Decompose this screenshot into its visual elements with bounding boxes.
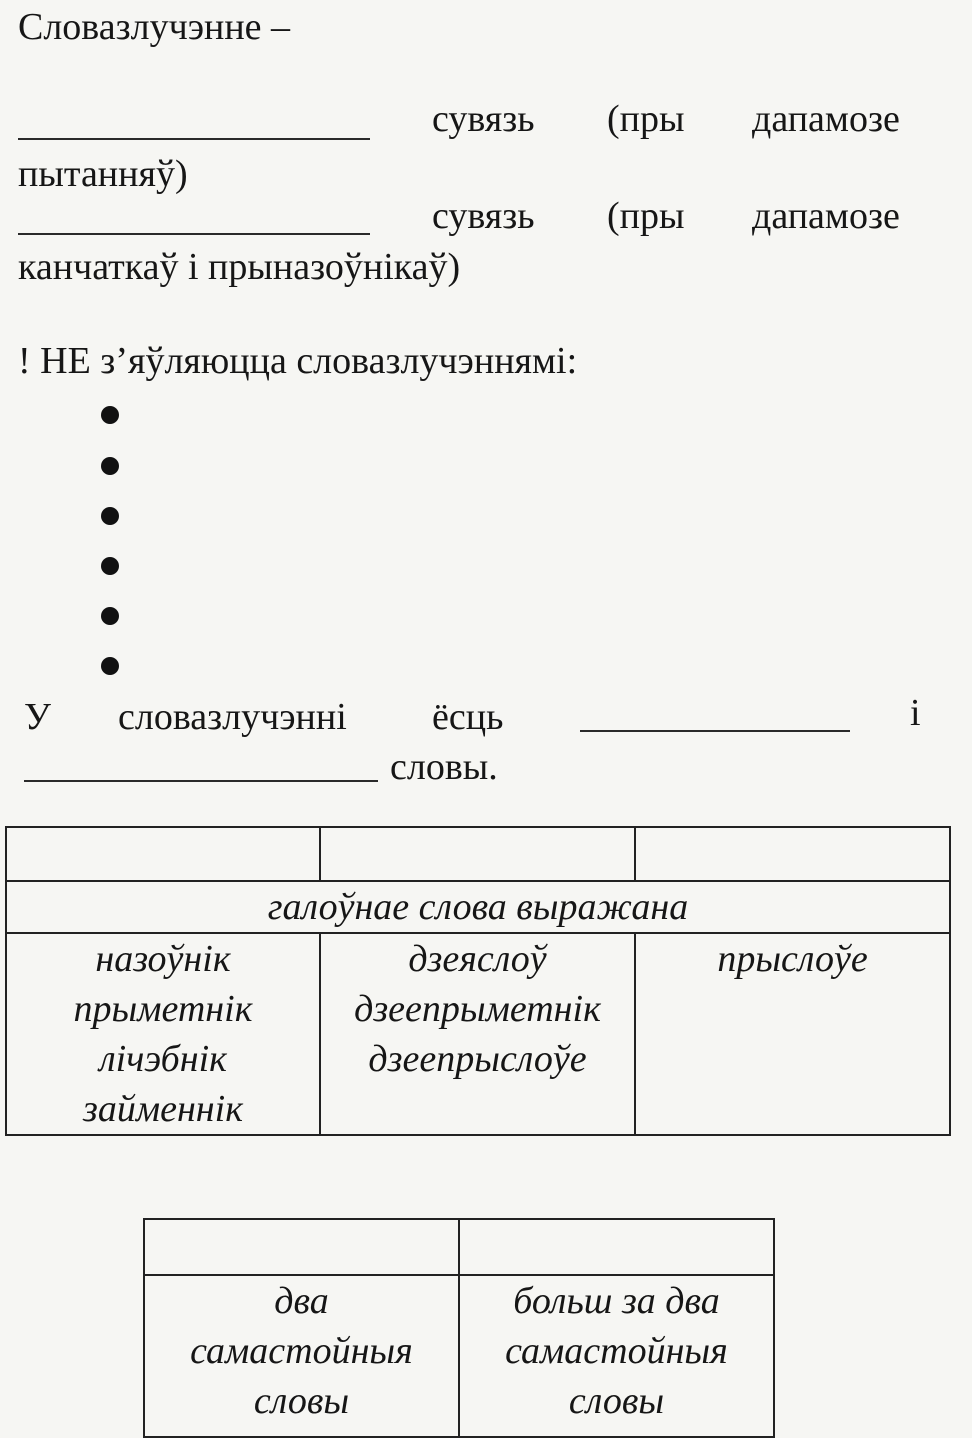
list-item: дзеяслоў xyxy=(408,938,547,980)
bullet-point xyxy=(101,406,119,424)
blank-line-2[interactable] xyxy=(18,233,370,235)
main-word-table xyxy=(5,826,951,1136)
blank-line-4[interactable] xyxy=(24,780,378,782)
list-item: два xyxy=(274,1280,329,1322)
list-item: прыметнік xyxy=(73,988,253,1030)
line2-word-3: дапамозе xyxy=(752,195,900,237)
list-item: больш за два xyxy=(513,1280,720,1322)
sentence-word-u: У xyxy=(24,696,51,738)
table-caption: галоўнае слова выражана xyxy=(6,881,950,933)
list-item: самастойныя xyxy=(505,1330,728,1372)
line1-word-1: сувязь xyxy=(432,98,535,140)
list-item: словы xyxy=(568,1380,665,1422)
empty-header-cell[interactable] xyxy=(6,827,320,881)
bullet-point xyxy=(101,557,119,575)
sentence-word-i: і xyxy=(910,692,921,734)
blank-line-3[interactable] xyxy=(580,730,850,732)
note-heading: ! НЕ з’яўляюцца словазлучэннямі: xyxy=(18,340,578,382)
empty-header-cell[interactable] xyxy=(320,827,635,881)
column-two-words xyxy=(144,1275,459,1437)
list-item: дзеепрыслоўе xyxy=(368,1038,587,1080)
sentence-word-yosts: ёсць xyxy=(432,696,504,738)
list-item: займеннік xyxy=(83,1088,243,1130)
line1-word-2: (пры xyxy=(607,98,685,140)
bullet-point xyxy=(101,657,119,675)
list-item: лічэбнік xyxy=(99,1038,227,1080)
bullet-point xyxy=(101,507,119,525)
column-verbs xyxy=(320,933,635,1135)
bullet-point xyxy=(101,457,119,475)
list-item: словы xyxy=(253,1380,350,1422)
sentence-word-slovazluchenni: словазлучэнні xyxy=(118,696,347,738)
list-item: самастойныя xyxy=(190,1330,413,1372)
column-adverbs xyxy=(635,933,950,1135)
line1-word-3: дапамозе xyxy=(752,98,900,140)
heading: Словазлучэнне – xyxy=(18,6,291,48)
empty-header-cell[interactable] xyxy=(459,1219,774,1275)
empty-header-cell[interactable] xyxy=(144,1219,459,1275)
line2-word-1: сувязь xyxy=(432,195,535,237)
list-item: дзеепрыметнік xyxy=(354,988,601,1030)
list-item: назоўнік xyxy=(95,938,231,980)
word-count-table xyxy=(143,1218,775,1438)
empty-header-cell[interactable] xyxy=(635,827,950,881)
sentence-word-slovy: словы. xyxy=(390,746,498,788)
column-nouns xyxy=(6,933,320,1135)
bullet-point xyxy=(101,607,119,625)
column-more-words xyxy=(459,1275,774,1437)
line2-continuation: канчаткаў і прыназоўнікаў) xyxy=(18,246,461,288)
line1-continuation: пытанняў) xyxy=(18,153,188,195)
list-item: прыслоўе xyxy=(717,938,868,980)
blank-line-1[interactable] xyxy=(18,138,370,140)
line2-word-2: (пры xyxy=(607,195,685,237)
